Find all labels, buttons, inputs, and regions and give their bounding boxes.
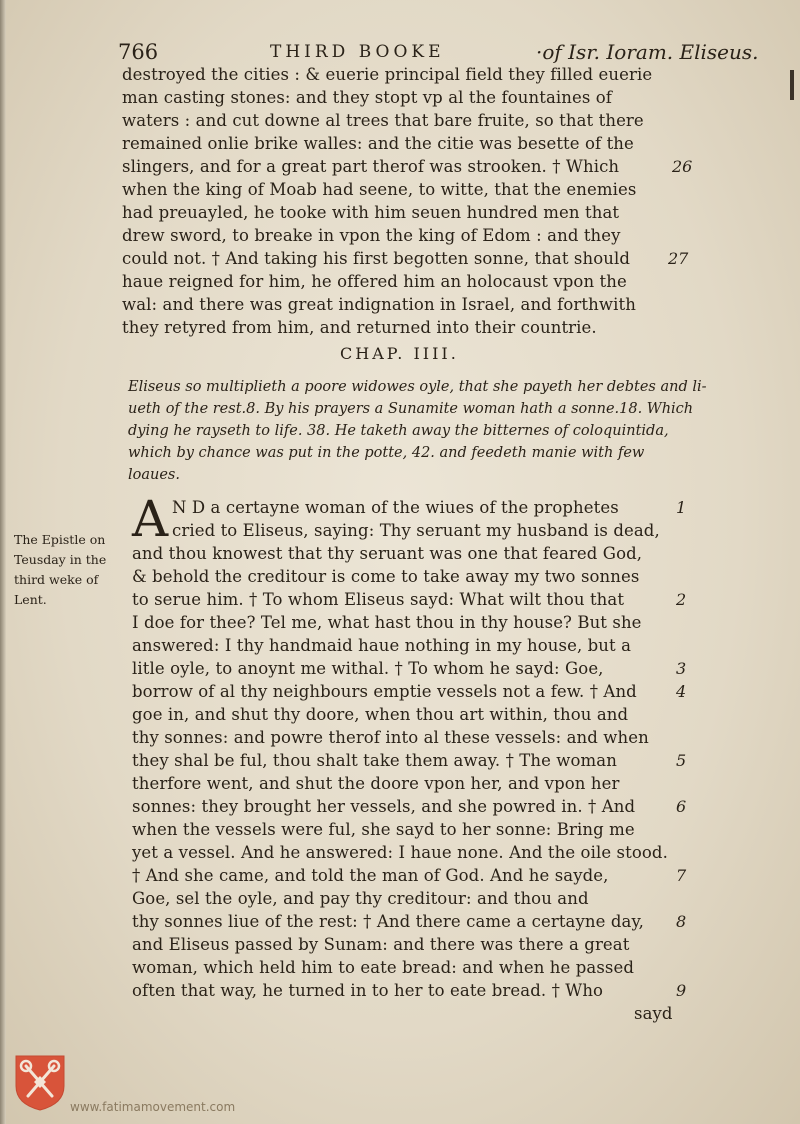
text-line: borrow of al thy neighbours emptie vessels not a few. † And	[132, 682, 637, 701]
margin-note-line: The Epistle on	[14, 532, 106, 547]
summary-line: dying he rayseth to life. 38. He taketh away the bitternes of coloquintida,	[128, 423, 669, 439]
text-line: I doe for thee? Tel me, what hast thou in thy house? But she	[132, 613, 642, 632]
summary-line: ueth of the rest.8. By his prayers a Sunamite woman hath a sonne.18. Which	[128, 401, 694, 417]
text-line: when the vessels were ful, she sayd to her sonne: Bring me	[132, 820, 635, 839]
text-line: † And she came, and told the man of God. And he sayde,	[132, 866, 609, 885]
text-line: & behold the creditour is come to take away my two sonnes	[132, 567, 640, 586]
text-line: and Eliseus passed by Sunam: and there was there a great	[132, 935, 630, 954]
verse-number: 2	[676, 590, 687, 609]
text-line: often that way, he turned in to her to eate bread. † Who	[132, 981, 604, 1000]
page-edge	[0, 0, 6, 1124]
text-line: drew sword, to breake in vpon the king of Edom : and they	[122, 226, 621, 245]
margin-note-line: third weke of	[14, 572, 99, 587]
text-line: therfore went, and shut the doore vpon her, and vpon her	[132, 774, 620, 793]
text-line: had preuayled, he tooke with him seuen hundred men that	[122, 203, 620, 222]
margin-note	[14, 530, 124, 610]
running-head-right: ·of Isr. Ioram. Eliseus.	[536, 40, 759, 64]
verse-number: 1	[676, 498, 687, 517]
summary-line: Eliseus so multiplieth a poore widowes oyle, that she payeth her debtes and li-	[128, 379, 707, 395]
text-line: waters : and cut downe al trees that bare fruite, so that there	[122, 111, 644, 130]
verse-number: 26	[672, 157, 693, 176]
text-line: to serue him. † To whom Eliseus sayd: What wilt thou that	[132, 590, 625, 609]
summary-line: loaues.	[128, 467, 180, 483]
chapter-heading: CHAP. IIII.	[340, 344, 459, 363]
text-line: slingers, and for a great part therof was strooken. † Which	[122, 157, 620, 176]
verse-number: 4	[676, 682, 687, 701]
verse-number: 6	[676, 797, 687, 816]
book-title: THIRD BOOKE	[270, 42, 445, 62]
verse-number: 3	[676, 659, 687, 678]
text-line: woman, which held him to eate bread: and when he passed	[132, 958, 634, 977]
text-line: destroyed the cities : & euerie principal field they filled euerie	[122, 65, 653, 84]
text-line: and thou knowest that thy seruant was one that feared God,	[132, 544, 643, 563]
verse-number: 27	[668, 249, 689, 268]
verse-number: 7	[676, 866, 687, 885]
page-edge-mark	[790, 70, 794, 100]
text-line: thy sonnes: and powre therof into al these vessels: and when	[132, 728, 649, 747]
text-line: cried to Eliseus, saying: Thy seruant my husband is dead,	[172, 521, 660, 540]
text-line: yet a vessel. And he answered: I haue none. And the oile stood.	[132, 843, 668, 862]
page-number: 766	[118, 40, 159, 64]
text-line: remained onlie brike walles: and the citie was besette of the	[122, 134, 634, 153]
text-line: haue reigned for him, he offered him an holocaust vpon the	[122, 272, 627, 291]
verse-number: 9	[676, 981, 687, 1000]
text-line: sonnes: they brought her vessels, and she powred in. † And	[132, 797, 636, 816]
verse-number: 8	[676, 912, 687, 931]
summary-line: which by chance was put in the potte, 42. and feedeth manie with few	[128, 445, 645, 461]
drop-cap: A	[132, 490, 169, 548]
text-line: answered: I thy handmaid haue nothing in my house, but a	[132, 636, 632, 655]
text-line: they retyred from him, and returned into their countrie.	[122, 318, 597, 337]
papal-keys-logo-icon	[12, 1052, 68, 1112]
text-line: could not. † And taking his first begotten sonne, that should	[122, 249, 631, 268]
margin-note-line: Teusday in the	[14, 552, 107, 567]
text-line: they shal be ful, thou shalt take them away. † The woman	[132, 751, 617, 770]
margin-note-line: Lent.	[14, 592, 47, 607]
text-line: when the king of Moab had seene, to witte, that the enemies	[122, 180, 637, 199]
text-line: Goe, sel the oyle, and pay thy creditour: and thou and	[132, 889, 589, 908]
running-head	[118, 40, 768, 66]
text-line: thy sonnes liue of the rest: † And there came a certayne day,	[132, 912, 645, 931]
text-line: litle oyle, to anoynt me withal. † To whom he sayd: Goe,	[132, 659, 604, 678]
verse-number: 5	[676, 751, 687, 770]
text-line: wal: and there was great indignation in Israel, and forthwith	[122, 295, 636, 314]
text-line: N D a certayne woman of the wiues of the prophetes	[172, 498, 619, 517]
text-line: goe in, and shut thy doore, when thou art within, thou and	[132, 705, 629, 724]
catchword: sayd	[634, 1004, 673, 1023]
website-link[interactable]: www.fatimamovement.com	[70, 1100, 236, 1114]
text-line: man casting stones: and they stopt vp al the fountaines of	[122, 88, 613, 107]
